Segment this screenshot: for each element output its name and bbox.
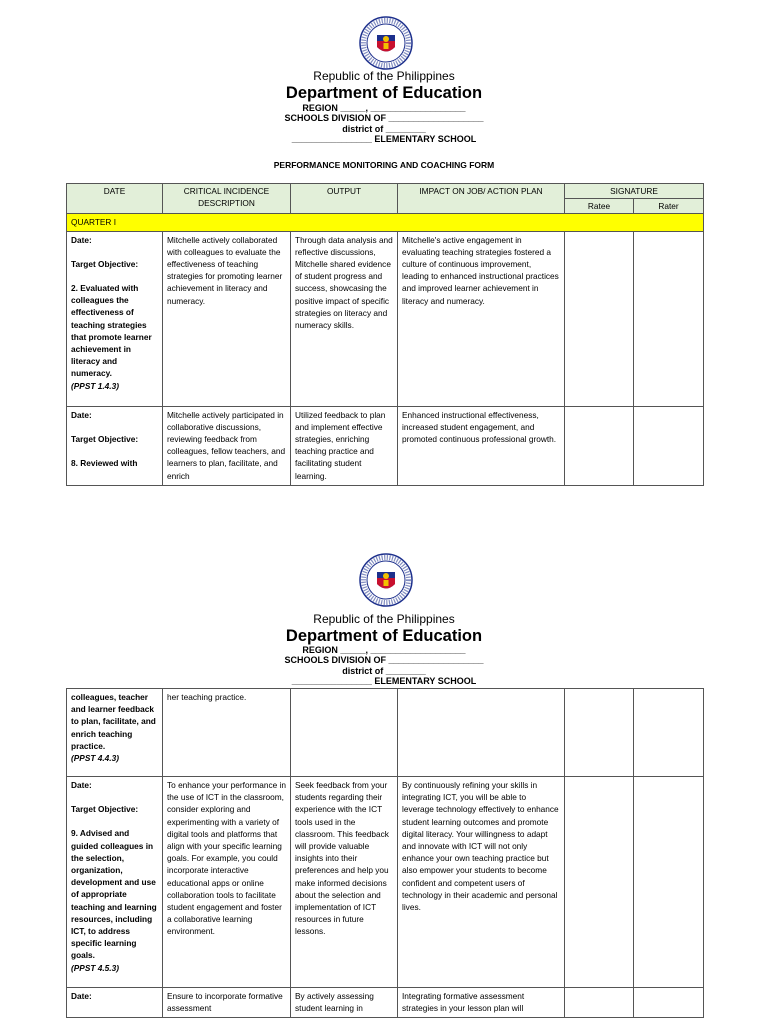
col-output-header: OUTPUT xyxy=(291,184,398,214)
critical-cell: her teaching practice. xyxy=(163,689,291,777)
region-line: REGION _____, ___________________ xyxy=(302,645,466,655)
col-rater-header: Rater xyxy=(634,199,704,214)
school-suffix: ELEMENTARY SCHOOL xyxy=(374,134,477,144)
date-cell xyxy=(67,231,163,406)
ratee-signature-cell[interactable] xyxy=(565,777,634,988)
output-cell: Through data analysis and reflective discussions, Mitchelle shared evidence of student progress and success, showcasing the positive impact of specific strategies on literacy and numeracy skills. xyxy=(291,231,398,406)
coaching-table-continued xyxy=(66,688,704,1018)
output-cell: By actively assessing student learning in xyxy=(291,988,398,1018)
division-line: SCHOOLS DIVISION OF ___________________ xyxy=(284,655,484,665)
impact-cell: By continuously refining your skills in integrating ICT, you will be able to leverage technology effectively to enhance student learning outcomes and promote digital literacy. Your willingness to adapt and innovate with ICT will not only enhance your own teaching practice but also empower your students to become confident and competent users of technology in their academic and personal lives. xyxy=(398,777,565,988)
date-cell xyxy=(67,988,163,1018)
form-page-1 xyxy=(0,0,768,500)
district-line: district of ________ xyxy=(342,666,426,676)
date-label: Date: xyxy=(71,991,92,1001)
ratee-signature-cell[interactable] xyxy=(565,988,634,1018)
table-row xyxy=(67,988,704,1018)
objective-label: Target Objective: xyxy=(71,258,139,269)
objective-text: 9. Advised and guided colleagues in the selection, organization, development and use of appropriate teaching and learning resources, including ICT, to address specific learning goals. xyxy=(71,828,157,961)
impact-cell: Enhanced instructional effectiveness, increased student engagement, and promoted continuous professional growth. xyxy=(398,406,565,485)
republic-label: Republic of the Philippines xyxy=(313,69,455,83)
col-date-header: DATE xyxy=(67,184,163,214)
school-line xyxy=(0,134,768,145)
school-suffix: ELEMENTARY SCHOOL xyxy=(374,676,477,686)
ppst-code: (PPST 4.4.3) xyxy=(71,753,119,764)
rater-signature-cell[interactable] xyxy=(634,689,704,777)
date-cell xyxy=(67,406,163,485)
objective-text: 2. Evaluated with colleagues the effectiveness of teaching strategies that promote learner achievement in literacy and numeracy. xyxy=(71,283,152,379)
output-cell: Seek feedback from your students regarding their experience with the ICT tools used in the classroom. This feedback will provide valuable insights into their preferences and help you make informed decisions about the selection and implementation of ICT resources in future lessons. xyxy=(291,777,398,988)
date-label: Date: xyxy=(71,409,92,420)
rater-signature-cell[interactable] xyxy=(634,777,704,988)
objective-text: 8. Reviewed with xyxy=(71,458,138,469)
school-line xyxy=(0,676,768,687)
objective-label: Target Objective: xyxy=(71,804,139,815)
date-cell xyxy=(67,777,163,988)
deped-seal-icon xyxy=(359,553,413,607)
critical-cell: To enhance your performance in the use of ICT in the classroom, consider exploring and experimenting with a variety of digital tools and platforms that align with your specific learning goals. For example, you could incorporate interactive educational apps or online collaboration tools to facilitate student engagement and foster a collaborative learning environment. xyxy=(163,777,291,988)
objective-text: colleagues, teacher and learner feedback to plan, facilitate, and enrich teaching practice. xyxy=(71,692,156,751)
critical-cell: Mitchelle actively participated in collaborative discussions, reviewing feedback from colleagues, fellow teachers, and learners to plan, facilitate, and enrich xyxy=(163,406,291,485)
date-cell xyxy=(67,689,163,777)
deped-seal-icon xyxy=(359,16,413,70)
col-impact-header: IMPACT ON JOB/ ACTION PLAN xyxy=(398,184,565,214)
ratee-signature-cell[interactable] xyxy=(565,231,634,406)
table-row xyxy=(67,231,704,406)
objective-label: Target Objective: xyxy=(71,433,139,444)
republic-label: Republic of the Philippines xyxy=(313,612,455,626)
critical-cell: Mitchelle actively collaborated with colleagues to evaluate the effectiveness of teaching strategies for promoting learner achievement in literacy and numeracy. xyxy=(163,231,291,406)
ppst-code: (PPST 4.5.3) xyxy=(71,962,119,973)
department-title: Department of Education xyxy=(285,627,483,645)
school-blank: ________________ xyxy=(291,134,372,144)
ratee-signature-cell[interactable] xyxy=(565,689,634,777)
rater-signature-cell[interactable] xyxy=(634,231,704,406)
impact-cell: Integrating formative assessment strategies in your lesson plan will xyxy=(398,988,565,1018)
date-label: Date: xyxy=(71,234,92,245)
coaching-table xyxy=(66,183,704,486)
rater-signature-cell[interactable] xyxy=(634,988,704,1018)
table-row xyxy=(67,406,704,485)
impact-cell: Mitchelle's active engagement in evaluating teaching strategies fostered a culture of continuous improvement, leading to enhanced instructional practices and improved learner achievement in literacy and numeracy. xyxy=(398,231,565,406)
date-label: Date: xyxy=(71,780,92,790)
form-page-2 xyxy=(0,548,768,1024)
table-row xyxy=(67,689,704,777)
division-line: SCHOOLS DIVISION OF ___________________ xyxy=(284,113,484,123)
col-signature-header: SIGNATURE xyxy=(565,184,704,199)
table-row xyxy=(67,777,704,988)
region-line: REGION _____, ___________________ xyxy=(302,103,466,113)
output-cell: Utilized feedback to plan and implement effective strategies, enriching teaching practice and facilitating student learning. xyxy=(291,406,398,485)
impact-cell xyxy=(398,689,565,777)
form-title: PERFORMANCE MONITORING AND COACHING FORM xyxy=(273,160,495,170)
district-line: district of ________ xyxy=(342,124,426,134)
department-title: Department of Education xyxy=(285,84,483,102)
col-ratee-header: Ratee xyxy=(565,199,634,214)
rater-signature-cell[interactable] xyxy=(634,406,704,485)
school-blank: ________________ xyxy=(291,676,372,686)
critical-cell: Ensure to incorporate formative assessment xyxy=(163,988,291,1018)
col-critical-header: CRITICAL INCIDENCE DESCRIPTION xyxy=(163,184,291,214)
quarter-label: QUARTER I xyxy=(67,214,704,231)
ratee-signature-cell[interactable] xyxy=(565,406,634,485)
output-cell xyxy=(291,689,398,777)
ppst-code: (PPST 1.4.3) xyxy=(71,380,119,391)
